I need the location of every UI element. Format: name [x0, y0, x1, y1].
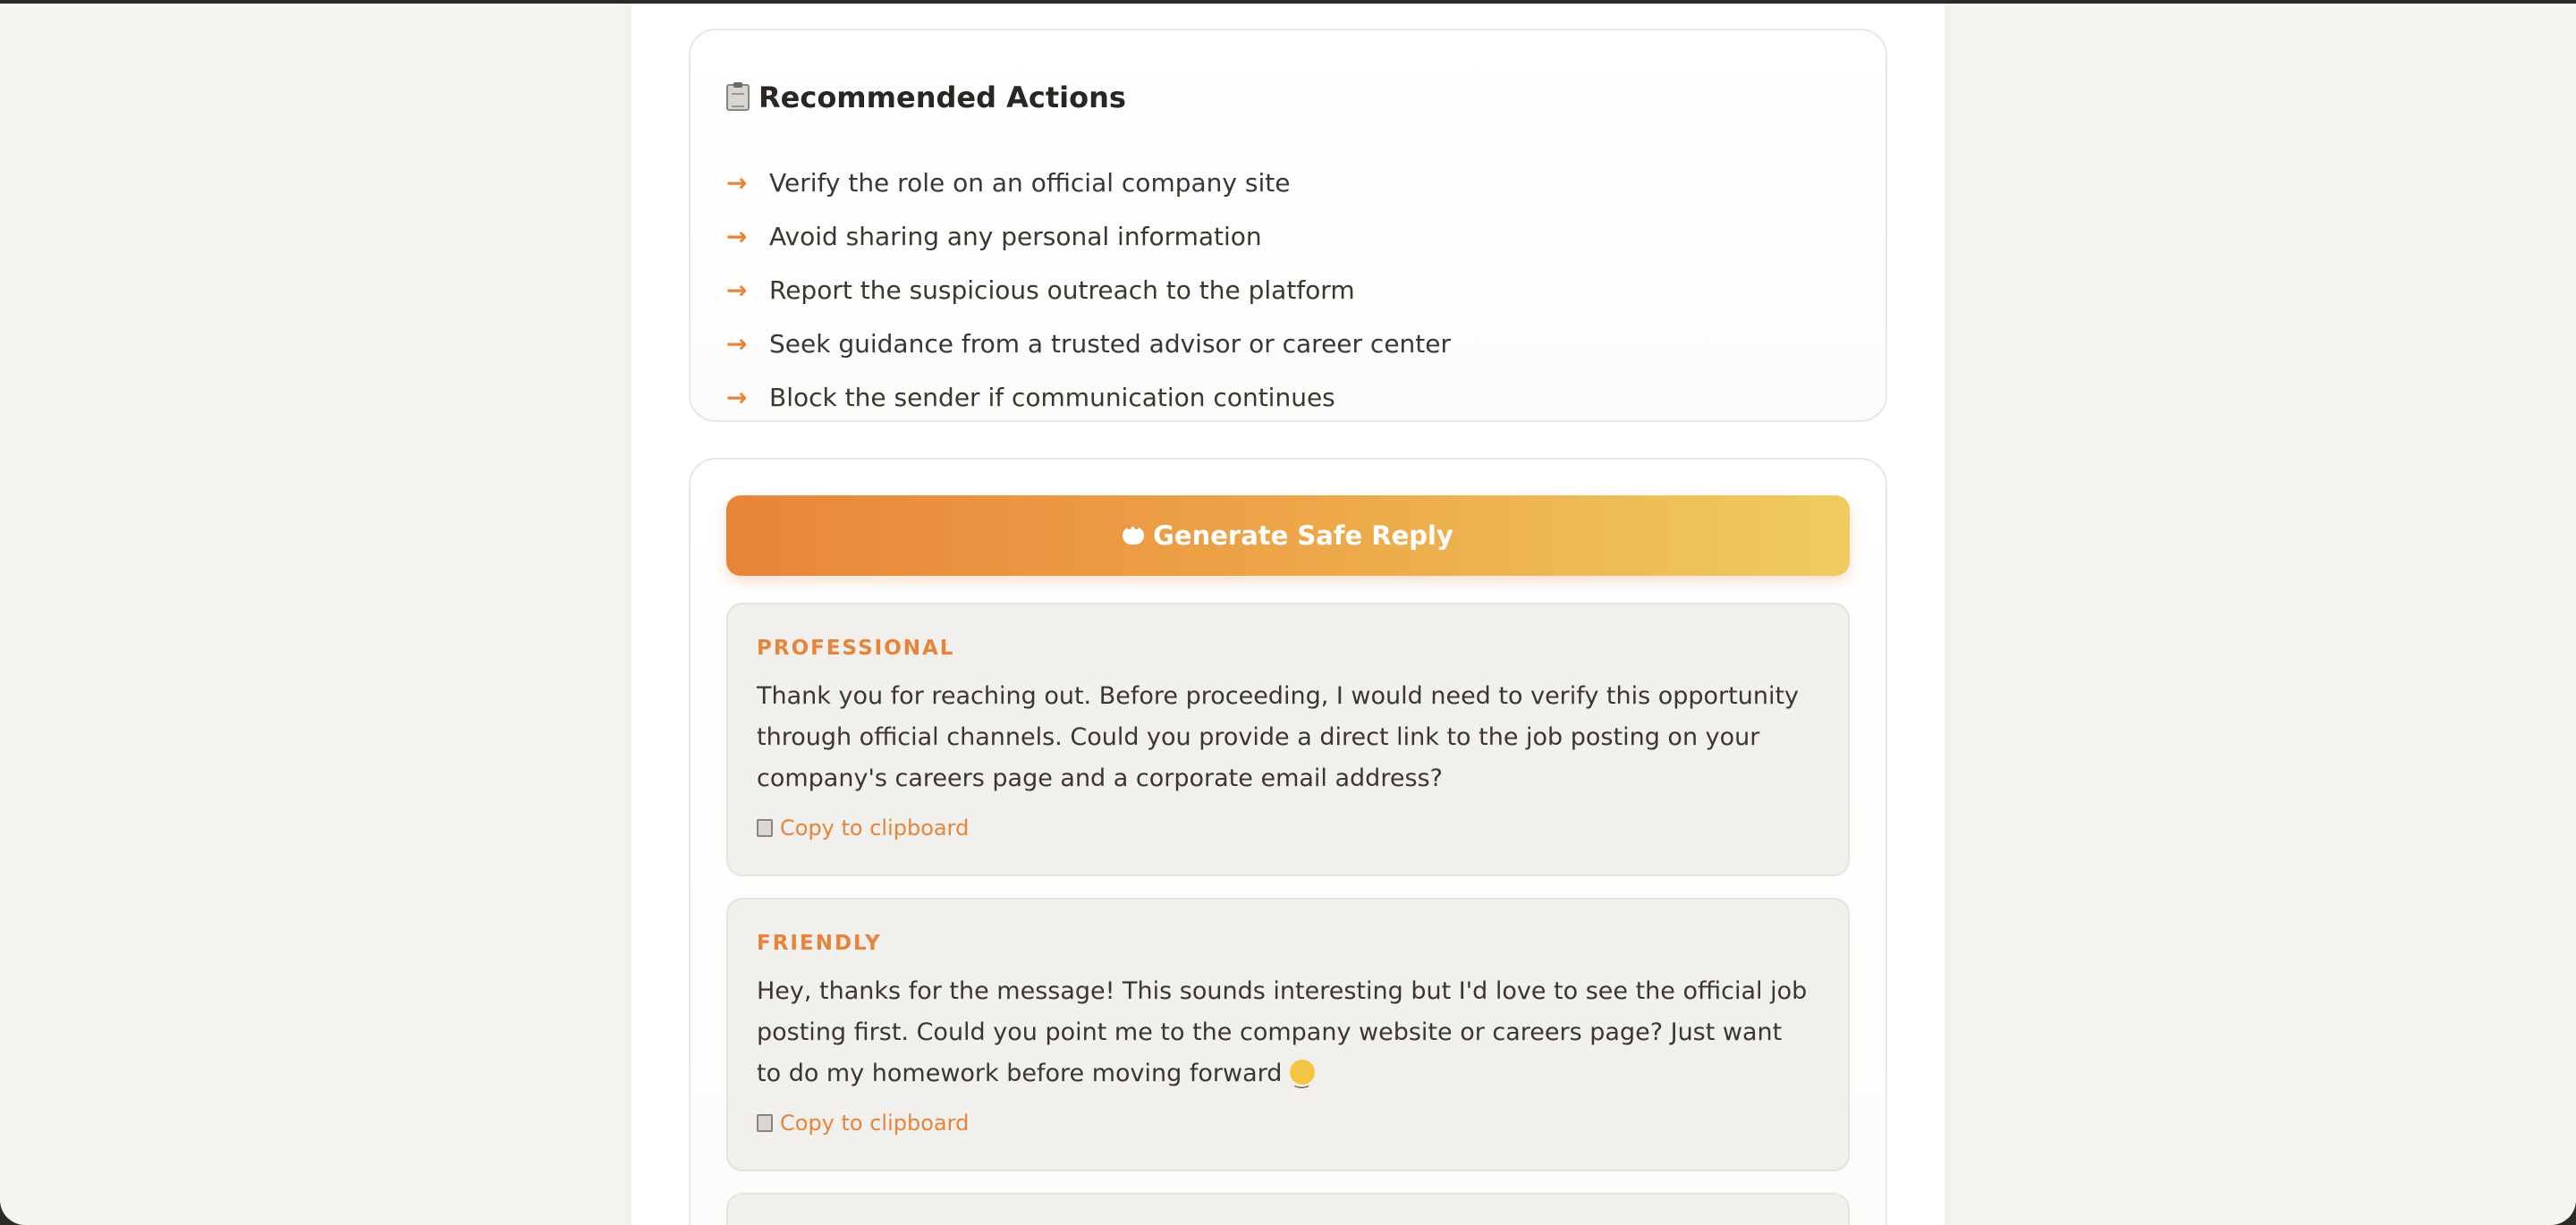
list-item	[726, 317, 1451, 370]
copy-label: Copy to clipboard	[780, 815, 970, 841]
recommended-actions-card	[689, 29, 1887, 422]
generate-button-label: Generate Safe Reply	[1153, 520, 1453, 551]
reply-option-partial	[726, 1193, 1850, 1225]
safe-reply-card	[689, 458, 1887, 1225]
app-window	[0, 4, 2576, 1225]
arrow-right-icon: →	[726, 328, 748, 359]
speech-bubble-icon	[1123, 527, 1144, 545]
recommended-actions-title	[726, 80, 1126, 114]
reply-text: Thank you for reaching out. Before proceeding, I would need to verify this opportunity through official channels. Could you provide a direct link to the job posting on your company's careers page and a corporate email address?	[757, 682, 1800, 792]
arrow-right-icon: →	[726, 382, 748, 412]
list-item	[726, 156, 1451, 209]
action-text: Seek guidance from a trusted advisor or career center	[769, 328, 1452, 359]
reply-text: Hey, thanks for the message! This sounds interesting but I'd love to see the official job posting first. Could you point me to the company website or careers page? Just want to do my homework before moving forward	[757, 977, 1808, 1087]
clipboard-icon	[757, 819, 773, 837]
list-item	[726, 209, 1451, 263]
copy-label: Copy to clipboard	[780, 1111, 970, 1136]
reply-text-container	[757, 971, 1812, 1094]
action-text: Report the suspicious outreach to the platform	[769, 275, 1355, 305]
action-text: Block the sender if communication continues	[769, 382, 1335, 412]
smiling-face-icon	[1290, 1060, 1315, 1085]
arrow-right-icon: →	[726, 167, 748, 198]
arrow-right-icon: →	[726, 221, 748, 251]
list-item	[726, 370, 1451, 424]
action-text: Avoid sharing any personal information	[769, 221, 1262, 251]
reply-option-professional	[726, 603, 1850, 876]
reply-option-friendly	[726, 898, 1850, 1171]
content-column	[631, 4, 1945, 1225]
tone-label: FRIENDLY	[757, 932, 882, 955]
list-item	[726, 263, 1451, 317]
action-list	[726, 156, 1451, 424]
clipboard-icon	[726, 84, 750, 111]
copy-to-clipboard-button[interactable]	[757, 1111, 969, 1136]
recommended-actions-title-text: Recommended Actions	[758, 80, 1126, 114]
arrow-right-icon: →	[726, 275, 748, 305]
copy-to-clipboard-button[interactable]	[757, 815, 969, 841]
tone-label: PROFESSIONAL	[757, 637, 955, 660]
action-text: Verify the role on an official company site	[769, 167, 1291, 198]
generate-safe-reply-button[interactable]	[726, 495, 1850, 576]
clipboard-icon	[757, 1114, 773, 1132]
